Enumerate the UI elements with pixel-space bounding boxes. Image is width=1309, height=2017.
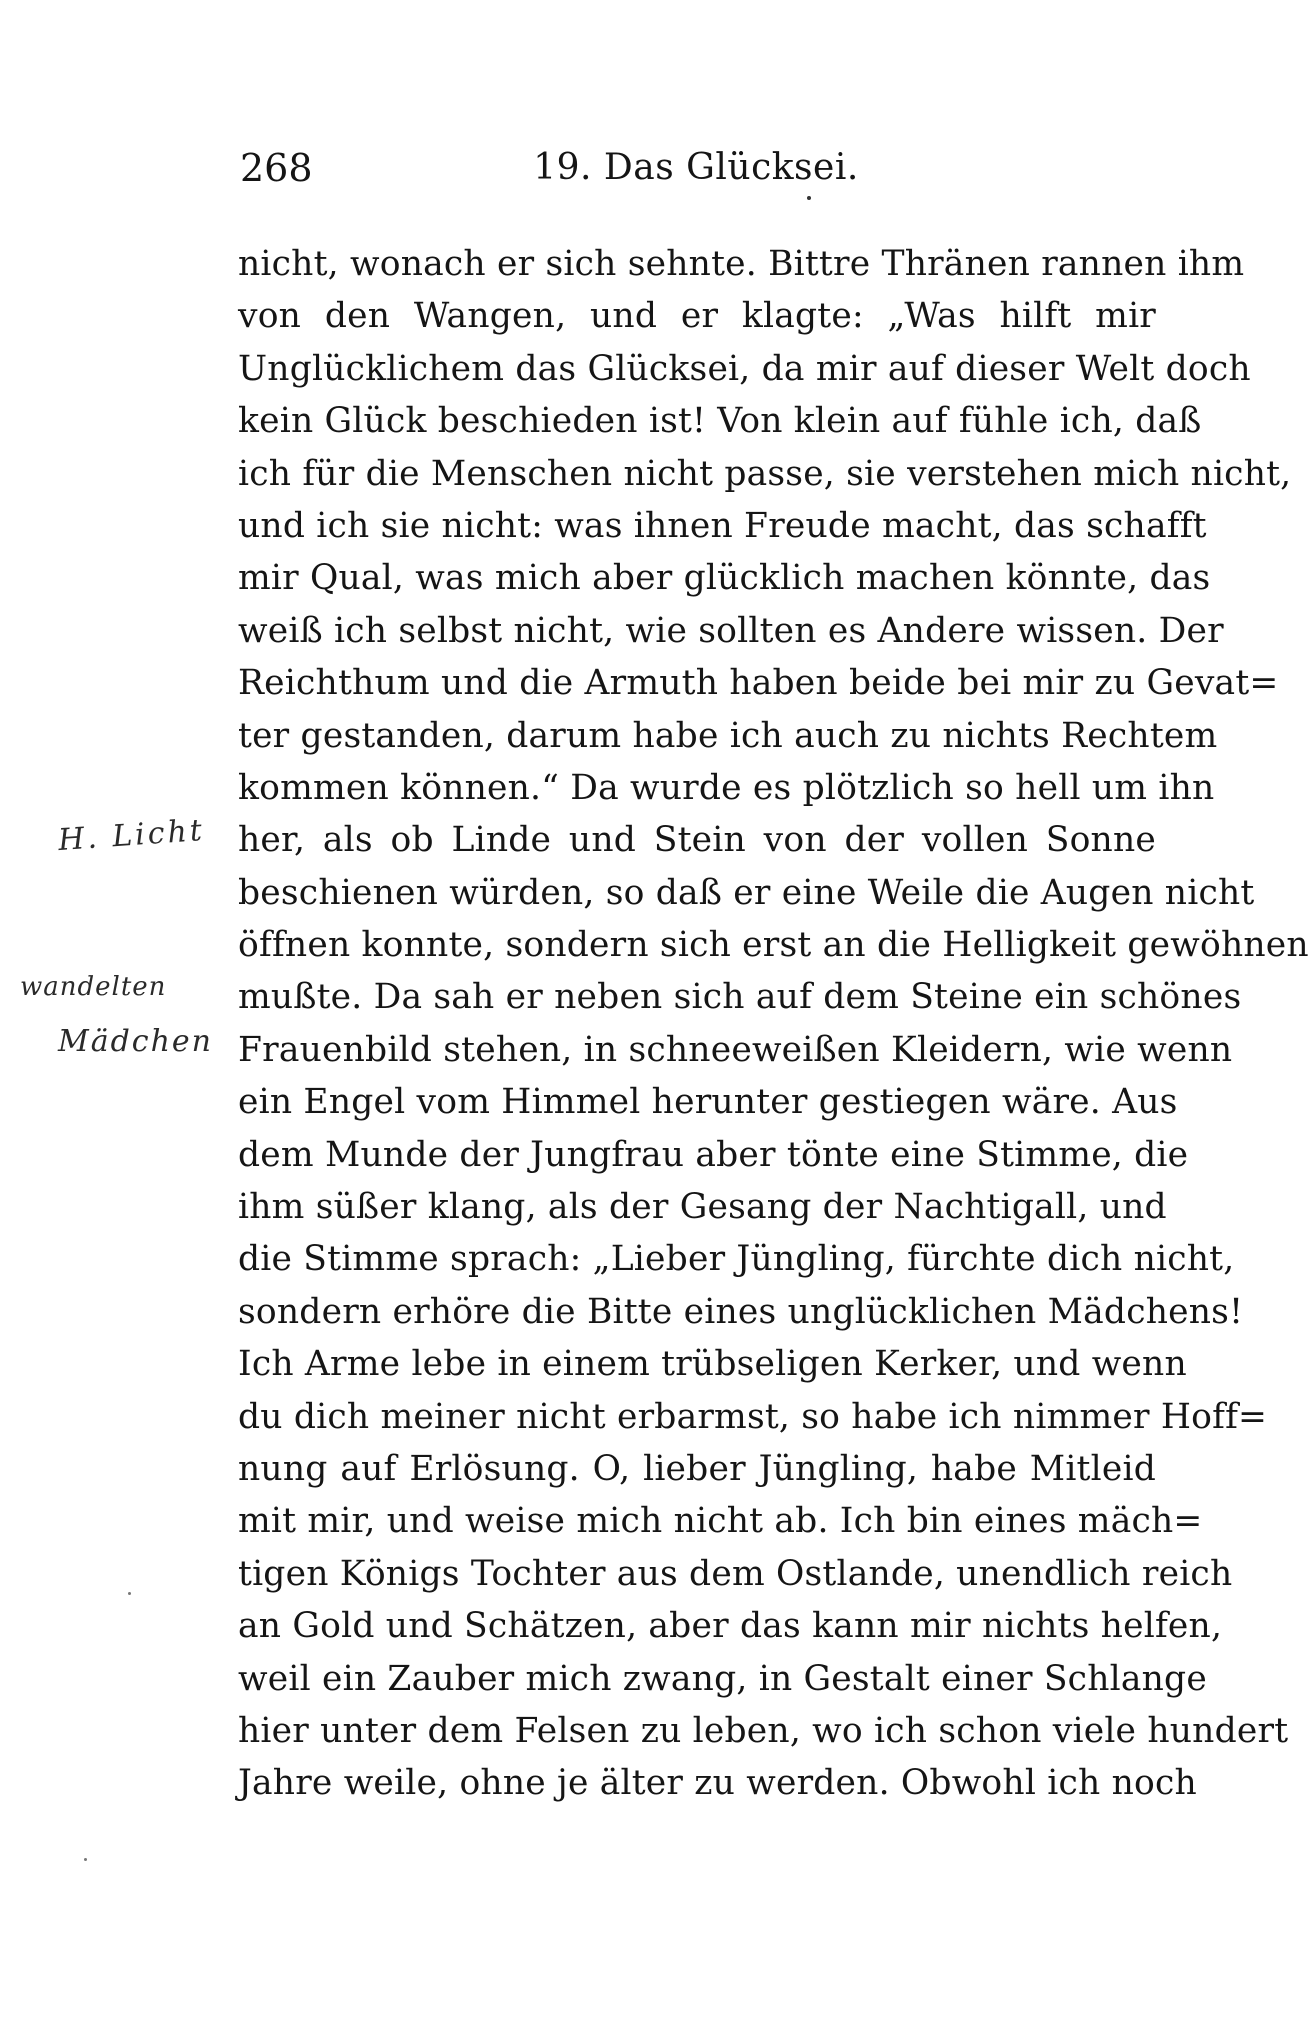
text-line: kein Glück beschieden ist! Von klein auf fühle ich, daß — [238, 401, 1202, 442]
text-line: öffnen konnte, sondern sich erst an die Helligkeit gewöhnen — [238, 925, 1309, 966]
text-line: nung auf Erlösung. O, lieber Jüngling, habe Mitleid — [238, 1448, 1156, 1489]
page-header — [240, 140, 1152, 196]
text-line: Reichthum und die Armuth haben beide bei mir zu Gevat= — [238, 663, 1279, 704]
text-line: hier unter dem Felsen zu leben, wo ich schon viele hundert — [238, 1710, 1289, 1751]
text-line: du dich meiner nicht erbarmst, so habe ich nimmer Hoff= — [238, 1396, 1268, 1437]
marginal-note: Mädchen — [58, 1024, 214, 1059]
text-line: dem Munde der Jungfrau aber tönte eine Stimme, die — [238, 1134, 1189, 1175]
text-line: weiß ich selbst nicht, wie sollten es Andere wissen. Der — [238, 610, 1224, 651]
text-line: ich für die Menschen nicht passe, sie verstehen mich nicht, — [238, 453, 1292, 494]
ink-speck — [84, 1858, 87, 1861]
body-text — [238, 238, 1309, 1810]
text-line: kommen können.“ Da wurde es plötzlich so hell um ihn — [238, 767, 1215, 808]
text-line: und ich sie nicht: was ihnen Freude macht, das schafft — [238, 505, 1207, 546]
text-line: mir Qual, was mich aber glücklich machen könnte, das — [238, 558, 1211, 599]
text-line: nicht, wonach er sich sehnte. Bittre Thränen rannen ihm — [238, 244, 1245, 284]
marginal-note: wandelten — [20, 972, 167, 1002]
text-line: ter gestanden, darum habe ich auch zu nichts Rechtem — [238, 715, 1218, 756]
text-line: her, als ob Linde und Stein von der vollen Sonne — [238, 820, 1156, 861]
text-line: Unglücklichem das Glücksei, da mir auf dieser Welt doch — [238, 348, 1251, 389]
ink-speck — [128, 1592, 131, 1595]
text-line: mußte. Da sah er neben sich auf dem Steine ein schönes — [238, 977, 1242, 1018]
text-line: an Gold und Schätzen, aber das kann mir nichts helfen, — [238, 1606, 1223, 1647]
text-line: Ich Arme lebe in einem trübseligen Kerker, und wenn — [238, 1344, 1187, 1385]
text-line: tigen Königs Tochter aus dem Ostlande, unendlich reich — [238, 1553, 1233, 1594]
text-line: weil ein Zauber mich zwang, in Gestalt einer Schlange — [238, 1658, 1207, 1699]
text-line: von den Wangen, und er klagte: „Was hilft mir — [238, 296, 1156, 337]
text-line: beschienen würden, so daß er eine Weile die Augen nicht — [238, 872, 1255, 913]
page-number: 268 — [240, 146, 313, 190]
text-line: Frauenbild stehen, in schneeweißen Kleidern, wie wenn — [238, 1029, 1233, 1070]
text-line: ihm süßer klang, als der Gesang der Nachtigall, und — [238, 1187, 1167, 1228]
text-line: die Stimme sprach: „Lieber Jüngling, fürchte dich nicht, — [238, 1239, 1235, 1280]
text-line: ein Engel vom Himmel herunter gestiegen wäre. Aus — [238, 1082, 1178, 1123]
header-dot — [807, 196, 811, 200]
running-title: 19. Das Glücksei. — [533, 147, 859, 188]
marginal-note: H. Licht — [56, 812, 206, 859]
text-line: Jahre weile, ohne je älter zu werden. Obwohl ich noch — [238, 1763, 1197, 1804]
text-line: mit mir, und weise mich nicht ab. Ich bin eines mäch= — [238, 1501, 1203, 1542]
text-line: sondern erhöre die Bitte eines unglücklichen Mädchens! — [238, 1291, 1244, 1332]
